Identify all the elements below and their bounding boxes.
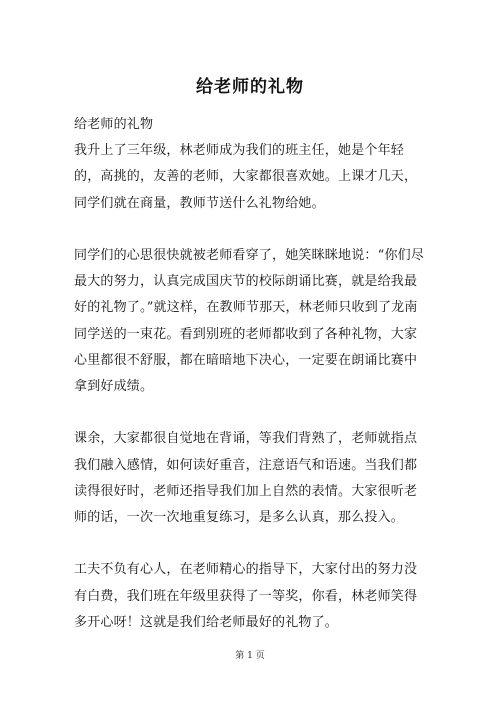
page-title: 给老师的礼物 [196, 77, 304, 97]
article-body [74, 112, 430, 636]
paragraph-4: 工夫不负有心人，在老师精心的指导下，大家付出的努力没有白费，我们班在年级里获得了一等奖，你看，林老师笑得多开心呀！这就是我们给老师最好的礼物了。 [74, 562, 418, 630]
paragraph-2: 同学们的心思很快就被老师看穿了，她笑眯眯地说：“你们尽最大的努力，认真完成国庆节的校际朗诵比赛，就是给我最好的礼物了。”就这样，在教师节那天，林老师只收到了龙南同学送的一束花。看到别班的老师都收到了各种礼物，大家心里都很不舒服，都在暗暗地下决心，一定要在朗诵比赛中拿到好成绩。 [74, 248, 425, 395]
paragraph-1: 我升上了三年级，林老师成为我们的班主任，她是个年轻的，高挑的，友善的老师，大家都很喜欢她。上课才几天，同学们就在商量，教师节送什么礼物给她。 [74, 143, 418, 211]
subtitle-line: 给老师的礼物 [74, 117, 154, 132]
paragraph-3: 课余，大家都很自觉地在背诵，等我们背熟了，老师就指点我们融入感情，如何读好重音，注意语气和语速。当我们都读得很好时，老师还指导我们加上自然的表情。大家很听老师的话，一次一次地重复练习，是多么认真，那么投入。 [74, 431, 418, 526]
page-number: 第 1 页 [235, 651, 265, 661]
